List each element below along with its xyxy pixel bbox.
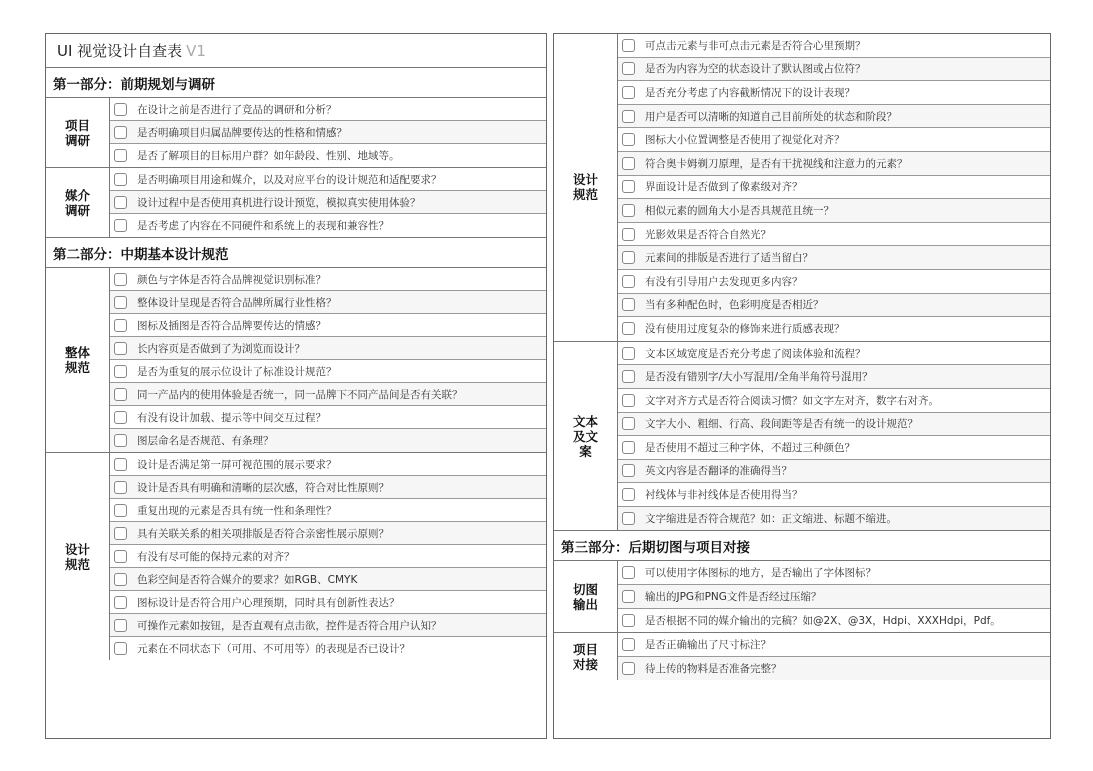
checklist-item[interactable] <box>110 545 546 568</box>
checklist-item-text: 光影效果是否符合自然光？ <box>645 228 771 241</box>
group-label <box>46 168 110 237</box>
checkbox-icon[interactable] <box>114 527 127 540</box>
checkbox-icon[interactable] <box>114 481 127 494</box>
checklist-item-text: 图层命名是否规范、有条理？ <box>137 435 274 447</box>
checklist-item-text: 有没有引导用户去发现更多内容？ <box>645 275 803 288</box>
group-label <box>46 98 110 167</box>
checklist-item[interactable] <box>110 614 546 637</box>
checkbox-icon[interactable] <box>622 39 635 52</box>
checklist-group <box>554 633 1050 680</box>
checklist-group <box>554 342 1050 532</box>
checklist-item-text: 有没有尽可能的保持元素的对齐？ <box>137 550 295 563</box>
checklist-item[interactable] <box>618 176 1050 200</box>
checklist-item[interactable] <box>110 337 546 360</box>
checklist-item[interactable] <box>110 499 546 522</box>
checklist-item-text: 用户是否可以清晰的知道自己目前所处的状态和阶段？ <box>645 110 897 123</box>
checkbox-icon[interactable] <box>622 638 635 651</box>
group-items <box>618 34 1050 341</box>
checkbox-icon[interactable] <box>114 411 127 424</box>
checklist-item[interactable] <box>110 637 546 660</box>
group-label <box>554 561 618 632</box>
checklist-item[interactable] <box>618 128 1050 152</box>
checklist-item[interactable] <box>110 268 546 291</box>
checklist-item-text: 相似元素的圆角大小是否具规范且统一？ <box>645 204 834 217</box>
checklist-item[interactable] <box>110 98 546 121</box>
checklist-item[interactable] <box>110 476 546 499</box>
checklist-item-text: 是否为内容为空的状态设计了默认图或占位符？ <box>645 63 866 76</box>
checkbox-icon[interactable] <box>622 298 635 311</box>
checklist-item-text: 是否正确输出了尺寸标注？ <box>645 639 771 652</box>
title-text: UI 视觉设计自查表 <box>57 42 183 60</box>
checklist-right-column <box>553 33 1051 739</box>
checklist-item[interactable] <box>618 58 1050 82</box>
checkbox-icon[interactable] <box>622 228 635 241</box>
checklist-item-text: 符合奥卡姆剃刀原理，是否有干扰视线和注意力的元素？ <box>645 157 908 170</box>
checklist-item[interactable] <box>110 214 546 237</box>
page-title <box>46 34 546 68</box>
checklist-item-text: 当有多种配色时，色彩明度是否相近？ <box>645 299 824 312</box>
checkbox-icon[interactable] <box>622 590 635 603</box>
checklist-item-text: 同一产品内的使用体验是否统一，同一品牌下不同产品间是否有关联？ <box>137 388 463 401</box>
checkbox-icon[interactable] <box>114 550 127 563</box>
checkbox-icon[interactable] <box>622 110 635 123</box>
checklist-item-text: 可操作元素如按钮，是否直观有点击欲，控件是否符合用户认知？ <box>137 619 442 632</box>
checklist-item[interactable] <box>618 199 1050 223</box>
checklist-item-text: 是否明确项目归属品牌要传达的性格和情感？ <box>137 126 347 139</box>
checkbox-icon[interactable] <box>622 133 635 146</box>
checklist-item[interactable] <box>110 568 546 591</box>
checklist-item[interactable] <box>110 591 546 614</box>
checkbox-icon[interactable] <box>622 322 635 335</box>
checkbox-icon[interactable] <box>114 573 127 586</box>
checklist-item[interactable] <box>110 314 546 337</box>
checklist-item[interactable] <box>618 294 1050 318</box>
checklist-item-text: 有没有设计加载、提示等中间交互过程？ <box>137 411 326 424</box>
checklist-item[interactable] <box>618 81 1050 105</box>
checklist-item[interactable] <box>110 191 546 214</box>
checklist-item-text: 没有使用过度复杂的修饰来进行质感表现？ <box>645 323 845 336</box>
checklist-item-text: 图标设计是否符合用户心理预期，同时具有创新性表达？ <box>137 596 400 609</box>
checklist-item-text: 设计是否满足第一屏可视范围的展示要求？ <box>137 458 337 471</box>
checkbox-icon[interactable] <box>114 273 127 286</box>
group-label-text: 整体规范 <box>64 345 90 375</box>
checklist-item-text: 衬线体与非衬线体是否使用得当？ <box>645 489 803 502</box>
checklist-item[interactable] <box>618 342 1050 366</box>
checklist-group <box>554 561 1050 633</box>
checklist-item-text: 英文内容是否翻译的准确得当？ <box>645 465 792 478</box>
group-label-text: 设计规范 <box>64 541 90 572</box>
group-label-text: 设计规范 <box>572 172 598 203</box>
checkbox-icon[interactable] <box>114 296 127 309</box>
checklist-item[interactable] <box>618 105 1050 129</box>
checkbox-icon[interactable] <box>114 434 127 447</box>
group-label-text: 切图输出 <box>572 581 598 612</box>
group-items <box>110 453 546 660</box>
checkbox-icon[interactable] <box>622 614 635 627</box>
checklist-item-text: 文本区域宽度是否充分考虑了阅读体验和流程？ <box>645 347 866 360</box>
checklist-item-text: 元素在不同状态下（可用、不可用等）的表现是否已设计？ <box>137 643 410 655</box>
section-heading: 第一部分：前期规划与调研 <box>46 68 546 98</box>
checklist-item-text: 重复出现的元素是否具有统一性和条理性？ <box>137 504 337 517</box>
checkbox-icon[interactable] <box>622 512 635 525</box>
checklist-group <box>46 98 546 168</box>
checkbox-icon[interactable] <box>114 504 127 517</box>
checkbox-icon[interactable] <box>114 126 127 139</box>
checklist-item-text: 可点击元素与非可点击元素是否符合心里预期？ <box>645 39 866 52</box>
checklist-item-text: 文字缩进是否符合规范？如：正文缩进、标题不缩进。 <box>645 513 897 526</box>
checklist-item[interactable] <box>618 657 1050 681</box>
checkbox-icon[interactable] <box>622 566 635 579</box>
checkbox-icon[interactable] <box>114 103 127 116</box>
checklist-item-text: 输出的JPG和PNG文件是否经过压缩？ <box>645 590 822 603</box>
checklist-item-text: 是否了解项目的目标用户群？如年龄段、性别、地域等。 <box>137 150 400 162</box>
checkbox-icon[interactable] <box>622 370 635 383</box>
checklist-item[interactable] <box>110 144 546 167</box>
checklist-item[interactable] <box>618 561 1050 585</box>
checkbox-icon[interactable] <box>114 365 127 378</box>
checklist-item-text: 元素间的排版是否进行了适当留白？ <box>645 252 813 265</box>
group-items <box>110 98 546 167</box>
checkbox-icon[interactable] <box>622 251 635 264</box>
checklist-item[interactable] <box>618 460 1050 484</box>
checkbox-icon[interactable] <box>622 394 635 407</box>
checkbox-icon[interactable] <box>114 319 127 332</box>
checkbox-icon[interactable] <box>622 62 635 75</box>
group-label <box>554 34 618 341</box>
checklist-item-text: 是否为重复的展示位设计了标准设计规范？ <box>137 365 337 378</box>
group-items <box>110 168 546 237</box>
checklist-item[interactable] <box>618 585 1050 609</box>
checklist-item-text: 是否明确项目用途和媒介，以及对应平台的设计规范和适配要求？ <box>137 173 442 186</box>
group-label <box>46 453 110 660</box>
checklist-item[interactable] <box>618 413 1050 437</box>
checklist-item-text: 图标大小位置调整是否使用了视觉化对齐？ <box>645 134 845 147</box>
checkbox-icon[interactable] <box>622 441 635 454</box>
checklist-item[interactable] <box>110 383 546 406</box>
checklist-item[interactable] <box>110 406 546 429</box>
checkbox-icon[interactable] <box>114 642 127 655</box>
right-content <box>554 34 1050 680</box>
checklist-item-text: 在设计之前是否进行了竞品的调研和分析？ <box>137 103 337 116</box>
checkbox-icon[interactable] <box>114 458 127 471</box>
group-label <box>554 342 618 531</box>
checkbox-icon[interactable] <box>622 417 635 430</box>
checklist-item[interactable] <box>110 429 546 452</box>
checklist-item[interactable] <box>618 507 1050 531</box>
checklist-item-text: 可以使用字体图标的地方，是否输出了字体图标？ <box>645 567 876 580</box>
group-items <box>110 268 546 452</box>
group-items <box>618 561 1050 632</box>
checkbox-icon[interactable] <box>622 488 635 501</box>
checklist-item[interactable] <box>618 483 1050 507</box>
checkbox-icon[interactable] <box>622 180 635 193</box>
checkbox-icon[interactable] <box>114 149 127 162</box>
checklist-item-text: 设计是否具有明确和清晰的层次感，符合对比性原则？ <box>137 481 389 494</box>
checklist-item-text: 是否根据不同的媒介输出的完稿？如@2X、@3X，Hdpi、XXXHdpi，Pdf。 <box>645 614 1001 627</box>
checklist-item[interactable] <box>110 360 546 383</box>
checklist-item[interactable] <box>618 223 1050 247</box>
checkbox-icon[interactable] <box>622 204 635 217</box>
checkbox-icon[interactable] <box>622 275 635 288</box>
checklist-item[interactable] <box>618 436 1050 460</box>
checklist-item-text: 待上传的物料是否准备完整？ <box>645 663 782 676</box>
checklist-item-text: 是否充分考虑了内容截断情况下的设计表现？ <box>645 86 855 99</box>
group-label-text: 项目调研 <box>64 117 90 148</box>
section-heading: 第二部分：中期基本设计规范 <box>46 238 546 268</box>
checklist-item[interactable] <box>618 365 1050 389</box>
group-label-text: 文本及文案 <box>572 413 598 459</box>
checklist-item-text: 具有关联关系的相关项排版是否符合亲密性展示原则？ <box>137 527 389 540</box>
checklist-item[interactable] <box>618 152 1050 176</box>
checklist-item-text: 整体设计呈现是否符合品牌所属行业性格？ <box>137 296 337 309</box>
section-heading: 第三部分：后期切图与项目对接 <box>554 531 1050 561</box>
checklist-item-text: 文字对齐方式是否符合阅读习惯？如文字左对齐，数字右对齐。 <box>645 394 939 407</box>
checklist-item[interactable] <box>618 317 1050 341</box>
checklist-item-text: 长内容页是否做到了为浏览而设计？ <box>137 342 305 355</box>
checkbox-icon[interactable] <box>622 86 635 99</box>
checkbox-icon[interactable] <box>114 596 127 609</box>
checklist-item-text: 色彩空间是否符合媒介的要求？如RGB、CMYK <box>137 573 358 586</box>
checkbox-icon[interactable] <box>114 388 127 401</box>
group-label-text: 项目对接 <box>572 641 598 672</box>
checkbox-icon[interactable] <box>114 619 127 632</box>
checkbox-icon[interactable] <box>622 662 635 675</box>
checklist-item[interactable] <box>110 522 546 545</box>
checklist-group <box>46 168 546 238</box>
checklist-item-text: 文字大小、粗细、行高、段间距等是否有统一的设计规范？ <box>645 418 918 431</box>
group-items <box>618 633 1050 680</box>
checklist-item[interactable] <box>110 168 546 191</box>
group-label <box>554 633 618 680</box>
checklist-group <box>46 268 546 453</box>
checkbox-icon[interactable] <box>114 342 127 355</box>
checklist-item-text: 图标及插图是否符合品牌要传达的情感？ <box>137 319 326 332</box>
left-content <box>46 68 546 660</box>
checkbox-icon[interactable] <box>114 196 127 209</box>
checklist-item-text: 界面设计是否做到了像素级对齐？ <box>645 181 803 194</box>
checklist-item-text: 是否使用不超过三种字体，不超过三种颜色？ <box>645 441 855 454</box>
checklist-item-text: 是否考虑了内容在不同硬件和系统上的表现和兼容性？ <box>137 220 389 232</box>
checklist-left-column <box>45 33 547 739</box>
checklist-item[interactable] <box>618 34 1050 58</box>
checklist-item[interactable] <box>618 246 1050 270</box>
checklist-group <box>46 453 546 660</box>
checklist-item[interactable] <box>110 453 546 476</box>
checklist-item[interactable] <box>110 121 546 144</box>
checkbox-icon[interactable] <box>114 173 127 186</box>
checklist-item[interactable] <box>618 389 1050 413</box>
checklist-item-text: 设计过程中是否使用真机进行设计预览，模拟真实使用体验？ <box>137 196 421 209</box>
checkbox-icon[interactable] <box>622 347 635 360</box>
title-version: V1 <box>186 41 206 60</box>
checklist-item[interactable] <box>618 270 1050 294</box>
checklist-item[interactable] <box>110 291 546 314</box>
checklist-group <box>554 34 1050 342</box>
checkbox-icon[interactable] <box>114 219 127 232</box>
group-label <box>46 268 110 452</box>
checklist-item-text: 颜色与字体是否符合品牌视觉识别标准？ <box>137 273 326 286</box>
group-label-text: 媒介调研 <box>64 187 90 218</box>
checklist-item[interactable] <box>618 633 1050 657</box>
checklist-item-text: 是否没有错别字/大小写混用/全角半角符号混用？ <box>645 371 873 384</box>
group-items <box>618 342 1050 531</box>
checklist-item[interactable] <box>618 609 1050 633</box>
checkbox-icon[interactable] <box>622 157 635 170</box>
checkbox-icon[interactable] <box>622 464 635 477</box>
